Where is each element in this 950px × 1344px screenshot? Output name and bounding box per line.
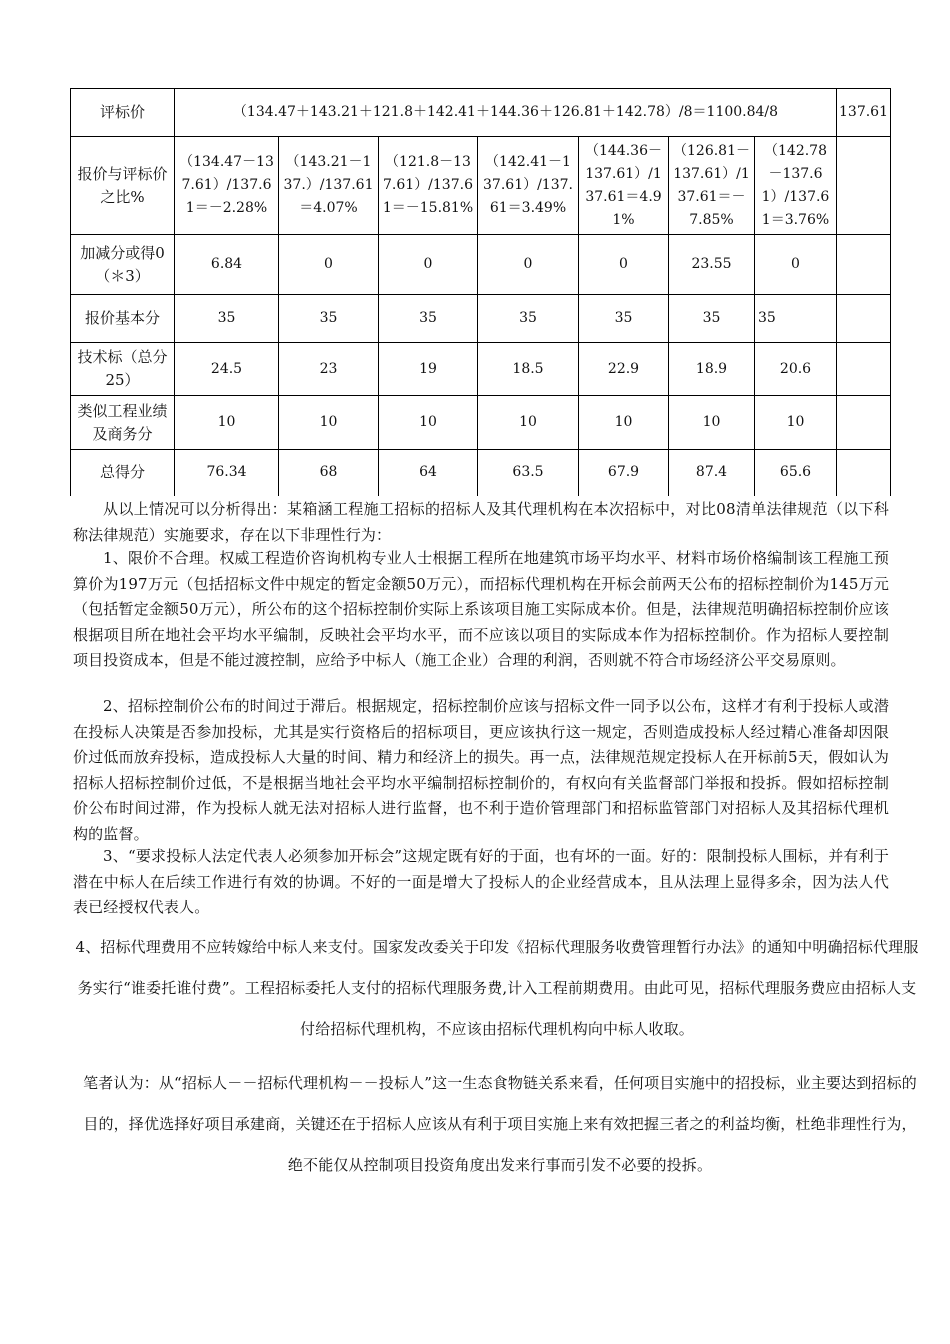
table-cell: 0 <box>478 235 579 295</box>
table-row <box>71 396 891 450</box>
table-cell: 24.5 <box>175 343 279 396</box>
table-cell: 22.9 <box>579 343 669 396</box>
table-cell: 10 <box>175 396 279 450</box>
table-cell: 35 <box>755 295 837 343</box>
table-cell: 10 <box>379 396 478 450</box>
table-cell: （126.81－137.61）/137.61＝－7.85% <box>669 137 755 235</box>
conclusion-paragraph: 笔者认为：从“招标人－－招标代理机构－－投标人”这一生态食物链关系来看，任何项目实施中的招投标，业主要达到招标的目的，择优选择好项目承建商，关键还在于招标人应该从有利于项目实施上来有效把握三者之的利益均衡，杜绝非理性行为，绝不能仅从控制项目投资角度出发来行事而引发不必要的投拆。 <box>83 1074 917 1174</box>
table-cell: （143.21－137.）/137.61＝4.07% <box>279 137 379 235</box>
empty-cell <box>837 396 891 450</box>
table-cell: 35 <box>579 295 669 343</box>
table-cell: 65.6 <box>755 450 837 496</box>
table-row <box>71 450 891 496</box>
table-cell: 10 <box>579 396 669 450</box>
table-cell: 87.4 <box>669 450 755 496</box>
table-cell: 35 <box>279 295 379 343</box>
table-row <box>71 137 891 235</box>
table-cell: 20.6 <box>755 343 837 396</box>
empty-cell <box>837 295 891 343</box>
eval-price-row <box>71 89 891 137</box>
point-1-paragraph: 1、限价不合理。权威工程造价咨询机构专业人士根据工程所在地建筑市场平均水平、材料市场价格编制该工程施工预算价为197万元（包括招标文件中规定的暂定金额50万元），而招标代理机构在开标会前两天公布的招标控制价为145万元（包括暂定金额50万元），所公布的这个招标控制价实际上系该项目施工实际成本价。但是，法律规范明确招标控制价应该根据项目所在地社会平均水平编制，反映社会平均水平，而不应该以项目的实际成本作为招标控制价。作为招标人要控制项目投资成本，但是不能过渡控制，应给予中标人（施工企业）合理的利润，否则就不符合市场经济公平交易原则。 <box>73 549 889 669</box>
analysis-intro-paragraph: 从以上情况可以分析得出：某箱涵工程施工招标的招标人及其代理机构在本次招标中，对比08清单法律规范（以下科称法律规范）实施要求，存在以下非理性行为： <box>73 500 889 544</box>
table-cell: 67.9 <box>579 450 669 496</box>
bid-evaluation-table <box>70 88 891 496</box>
table-cell: 6.84 <box>175 235 279 295</box>
eval-formula-cell: （134.47＋143.21＋121.8＋142.41＋144.36＋126.81＋142.78）/8＝1100.84/8 <box>175 89 837 137</box>
table-cell: 19 <box>379 343 478 396</box>
table-cell: 64 <box>379 450 478 496</box>
table-cell: 23.55 <box>669 235 755 295</box>
table-cell: （142.41－137.61）/137.61＝3.49% <box>478 137 579 235</box>
table-cell: （144.36－137.61）/137.61＝4.91% <box>579 137 669 235</box>
empty-cell <box>837 235 891 295</box>
row-header: 报价与评标价之比% <box>71 137 175 235</box>
table-cell: 35 <box>669 295 755 343</box>
point-2-paragraph: 2、招标控制价公布的时间过于滞后。根据规定，招标控制价应该与招标文件一同予以公布，这样才有利于投标人或潜在投标人决策是否参加投标，尤其是实行资格后的招标项目，更应该执行这一规定，否则造成投标人经过精心准备却因限价过低而放弃投标，造成投标人大量的时间、精力和经济上的损失。再一点，法律规范规定投标人在开标前5天，假如认为招标人招标控制价过低，不是根据当地社会平均水平编制招标控制价的，有权向有关监督部门举报和投拆。假如招标控制价公布时间过滞，作为投标人就无法对招标人进行监督，也不利于造价管理部门和招标监管部门对招标人及其招标代理机构的监督。 <box>73 697 889 843</box>
table-cell: （134.47－137.61）/137.61＝－2.28% <box>175 137 279 235</box>
table-cell: 18.9 <box>669 343 755 396</box>
table-cell: 76.34 <box>175 450 279 496</box>
empty-cell <box>837 343 891 396</box>
table-cell: 35 <box>379 295 478 343</box>
row-header: 技术标（总分25） <box>71 343 175 396</box>
table-row <box>71 295 891 343</box>
table-cell: 63.5 <box>478 450 579 496</box>
table-cell: 35 <box>478 295 579 343</box>
point-4-paragraph: 4、招标代理费用不应转嫁给中标人来支付。国家发改委关于印发《招标代理服务收费管理暂行办法》的通知中明确招标代理服务实行“谁委托谁付费”。工程招标委托人支付的招标代理服务费,计入工程前期费用。由此可见，招标代理服务费应由招标人支付给招标代理机构，不应该由招标代理机构向中标人收取。 <box>75 938 919 1038</box>
table-cell: 0 <box>379 235 478 295</box>
row-header: 报价基本分 <box>71 295 175 343</box>
table-cell: （121.8－137.61）/137.61＝－15.81% <box>379 137 478 235</box>
empty-cell <box>837 450 891 496</box>
row-header: 类似工程业绩及商务分 <box>71 396 175 450</box>
point-3-paragraph: 3、“要求投标人法定代表人必须参加开标会”这规定既有好的于面，也有坏的一面。好的：限制投标人围标，并有利于潜在中标人在后续工作进行有效的协调。不好的一面是增大了投标人的企业经营成本，且从法理上显得多余，因为法人代表已经授权代表人。 <box>73 847 889 916</box>
table-cell: 10 <box>279 396 379 450</box>
empty-cell <box>837 137 891 235</box>
table-row <box>71 343 891 396</box>
table-cell: 35 <box>175 295 279 343</box>
table-row <box>71 235 891 295</box>
table-cell: 0 <box>755 235 837 295</box>
table-cell: 0 <box>279 235 379 295</box>
row-header: 总得分 <box>71 450 175 496</box>
row-header: 评标价 <box>71 89 175 137</box>
eval-result-cell: 137.61 <box>837 89 891 137</box>
table-cell: 10 <box>755 396 837 450</box>
table-cell: 23 <box>279 343 379 396</box>
row-header: 加减分或得0（＊3） <box>71 235 175 295</box>
table-cell: 10 <box>478 396 579 450</box>
table-cell: 0 <box>579 235 669 295</box>
table-cell: 10 <box>669 396 755 450</box>
table-cell: 68 <box>279 450 379 496</box>
table-cell: 18.5 <box>478 343 579 396</box>
table-cell: （142.78－137.61）/137.61＝3.76% <box>755 137 837 235</box>
